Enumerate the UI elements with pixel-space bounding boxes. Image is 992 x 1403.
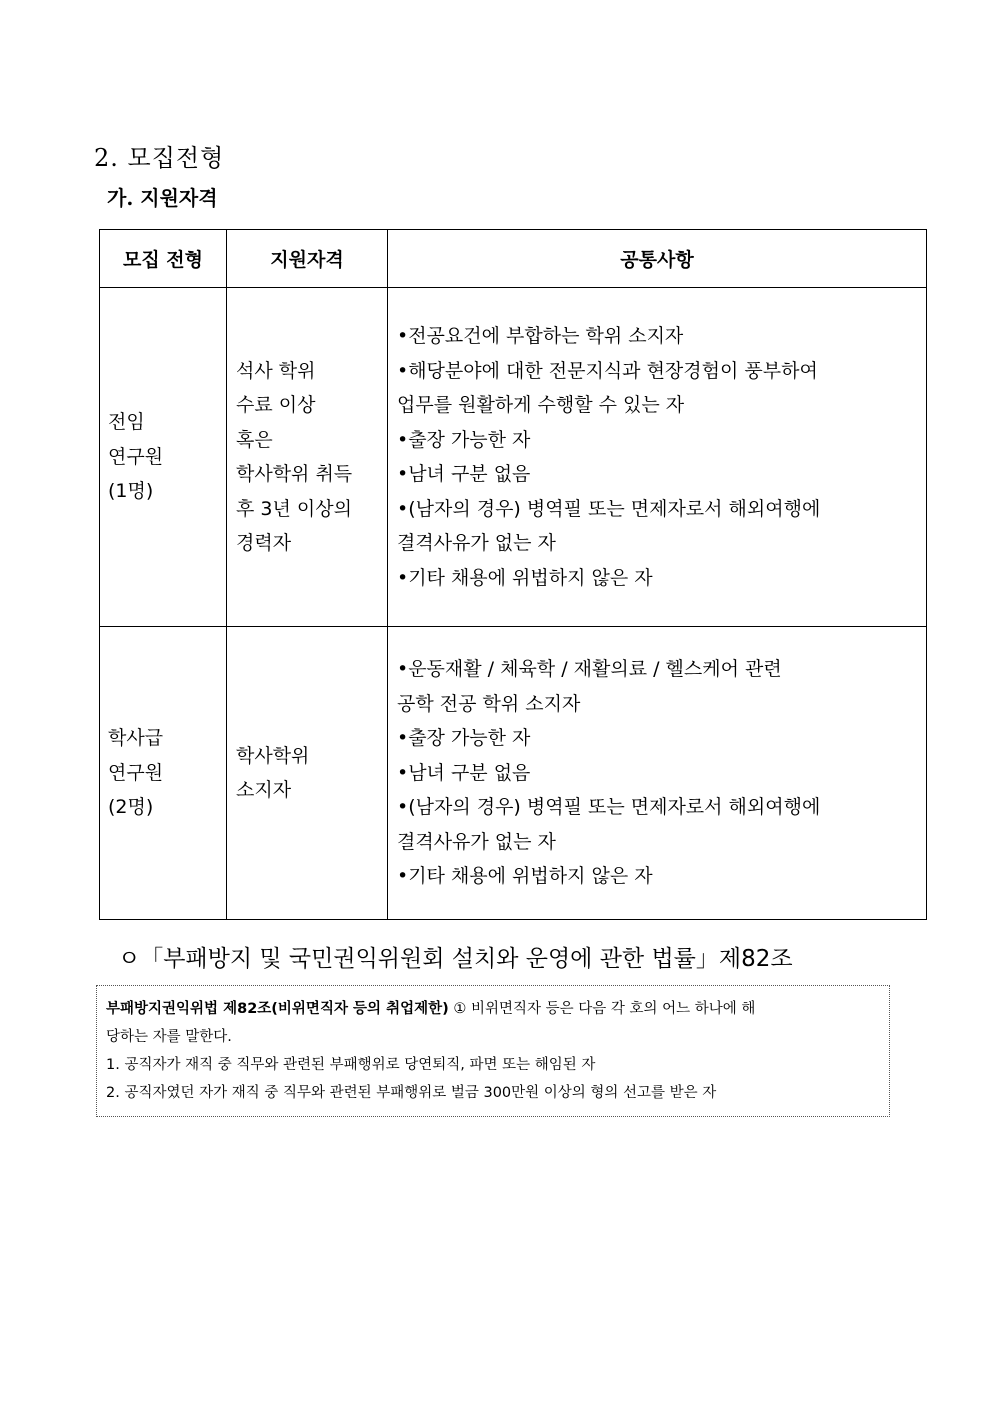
requirement-line: 결격사유가 없는 자: [397, 830, 556, 853]
requirement-line: •출장 가능한 자: [397, 428, 531, 451]
requirement-line: •(남자의 경우) 병역필 또는 면제자로서 해외여행에: [397, 497, 821, 520]
requirement-line: •전공요건에 부합하는 학위 소지자: [397, 325, 684, 347]
requirement-line: •남녀 구분 없음: [397, 761, 531, 784]
header-recruit-type: 모집 전형: [100, 230, 227, 288]
requirement-line: •출장 가능한 자: [397, 727, 531, 750]
qualification-line: 후 3년 이상의: [236, 497, 352, 520]
recruit-type-cell: [100, 627, 227, 920]
common-requirements-cell: [388, 627, 927, 920]
table-row: [100, 288, 927, 627]
qualification-cell: [227, 288, 388, 627]
law-notice-title: ㅇ「부패방지 및 국민권익위원회 설치와 운영에 관한 법률」제82조: [118, 946, 793, 972]
law-item-1: 1. 공직자가 재직 중 직무와 관련된 부패행위로 당연퇴직, 파면 또는 해임된 자: [106, 1057, 596, 1073]
qualification-cell: [227, 627, 388, 920]
sub-title: 가. 지원자격: [107, 186, 218, 210]
recruit-type-cell: [100, 288, 227, 627]
law-item-2: 2. 공직자였던 자가 재직 중 직무와 관련된 부패행위로 벌금 300만원 이상의 형의 선고를 받은 자: [106, 1085, 717, 1101]
law-excerpt-box: [96, 985, 890, 1117]
recruit-type-line: (1명): [108, 480, 154, 503]
law-article-text: ① 비위면직자 등은 다음 각 호의 어느 하나에 해: [448, 1001, 756, 1017]
recruit-type-line: 연구원: [108, 445, 164, 468]
qualification-line: 소지자: [236, 779, 292, 801]
requirement-line: •기타 채용에 위법하지 않은 자: [397, 865, 653, 888]
table-header-row: [100, 230, 927, 288]
table-row: [100, 627, 927, 920]
requirement-line: •운동재활 / 체육학 / 재활의료 / 헬스케어 관련: [397, 658, 782, 681]
law-first-line: [106, 995, 881, 1023]
qualification-table: [99, 229, 927, 920]
recruit-type-line: 전임: [108, 411, 145, 434]
law-article-title: 부패방지권익위법 제82조(비위면직자 등의 취업제한): [106, 1001, 449, 1017]
requirement-line: •남녀 구분 없음: [397, 463, 531, 485]
recruit-type-line: (2명): [108, 796, 154, 819]
requirement-line: 결격사유가 없는 자: [397, 532, 556, 554]
common-requirements-cell: [388, 288, 927, 627]
requirement-line: 업무를 원활하게 수행할 수 있는 자: [397, 394, 685, 416]
requirement-line: •(남자의 경우) 병역필 또는 면제자로서 해외여행에: [397, 796, 821, 819]
qualification-line: 학사학위 취득: [236, 463, 353, 485]
header-qualification: 지원자격: [227, 230, 388, 288]
qualification-line: 석사 학위: [236, 359, 316, 382]
header-common-requirements: 공통사항: [388, 230, 927, 288]
qualification-line: 수료 이상: [236, 394, 316, 416]
requirement-line: •해당분야에 대한 전문지식과 현장경험이 풍부하여: [397, 359, 818, 382]
recruit-type-line: 연구원: [108, 761, 164, 784]
requirement-line: •기타 채용에 위법하지 않은 자: [397, 566, 653, 589]
qualification-line: 경력자: [236, 532, 292, 554]
qualification-line: 혹은: [236, 428, 273, 451]
law-article-continuation: 당하는 자를 말한다.: [106, 1029, 232, 1045]
requirement-line: 공학 전공 학위 소지자: [397, 692, 581, 715]
qualification-line: 학사학위: [236, 744, 310, 767]
recruit-type-line: 학사급: [108, 727, 164, 750]
section-title: 2. 모집전형: [94, 144, 225, 172]
